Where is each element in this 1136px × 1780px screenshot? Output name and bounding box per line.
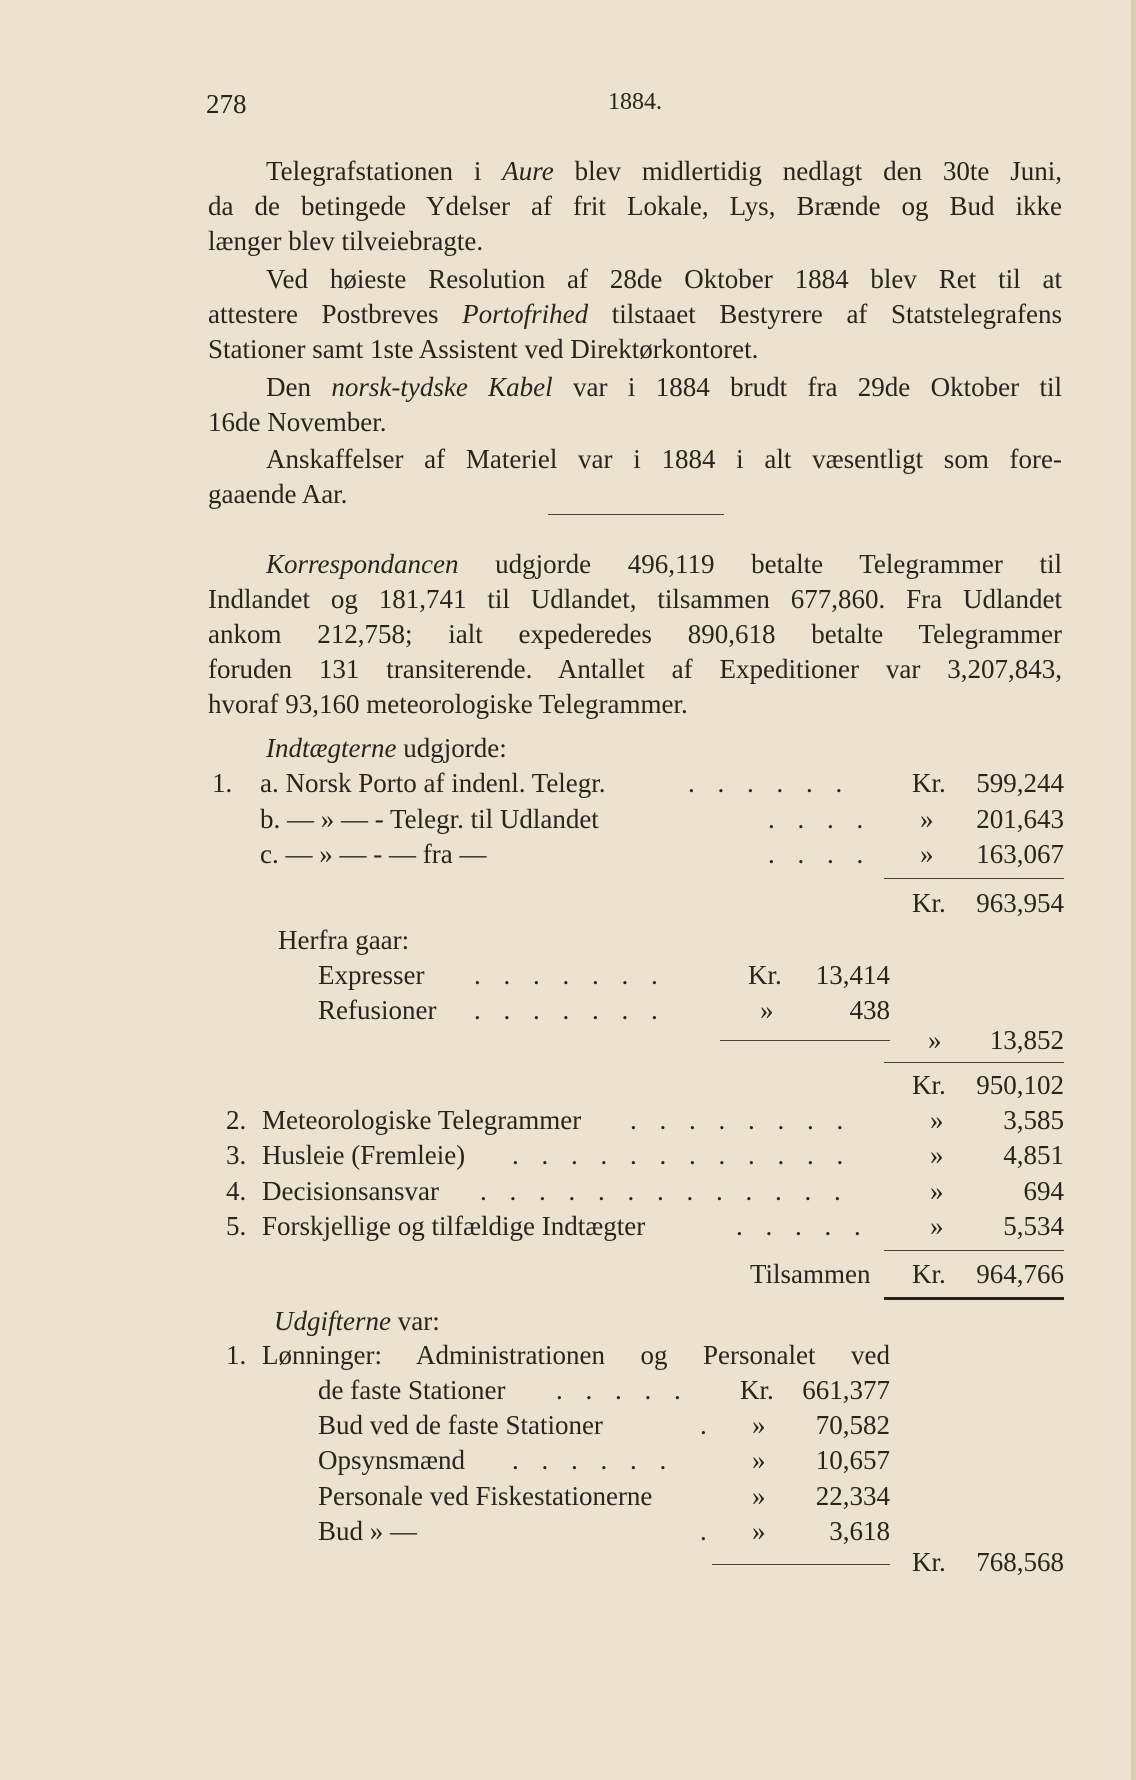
- paragraph-korrespondance: [208, 547, 1062, 722]
- income-amount: 201,643: [976, 804, 1064, 834]
- leader-dots: .: [700, 1410, 715, 1440]
- currency-label: Kr.: [912, 768, 946, 798]
- deduction-amount: 438: [849, 995, 890, 1025]
- income-subtotal: 963,954: [976, 888, 1064, 918]
- expense-total: 768,568: [976, 1547, 1064, 1577]
- expense-row-label: Opsynsmænd: [318, 1445, 466, 1475]
- paragraph-aure: [208, 154, 1062, 259]
- income-row-label: c. — » — - — fra —: [260, 839, 487, 869]
- deduction-amount: 13,414: [815, 960, 890, 990]
- total-label: Tilsammen: [750, 1259, 871, 1289]
- currency-label: Kr.: [912, 1070, 946, 1100]
- currency-label: Kr.: [912, 1547, 946, 1577]
- leader-dots: . . . . . . . . . . . . .: [480, 1176, 849, 1206]
- text-line: Indlandet og 181,741 til Udlandet, tilsammen 677,860. Fra Udlandet: [208, 584, 1062, 614]
- text-line: da de betingede Ydelser af frit Lokale, Lys, Brænde og Bud ikke: [208, 191, 1062, 221]
- currency-label: »: [928, 1025, 942, 1055]
- expense-amount: 661,377: [802, 1375, 890, 1405]
- deduction-heading: Herfra gaar:: [278, 925, 410, 955]
- currency-label: »: [920, 839, 934, 869]
- paragraph-materiel: [208, 442, 1062, 512]
- leader-dots: . . . . . .: [512, 1445, 675, 1475]
- page-edge: [1131, 0, 1136, 1780]
- income-total: 964,766: [976, 1259, 1064, 1289]
- currency-label: »: [752, 1516, 766, 1546]
- expense-row-label: Personale ved Fiskestationerne: [318, 1481, 653, 1511]
- leader-dots: . . . . . . . .: [630, 1105, 852, 1135]
- text-line: 16de November.: [208, 407, 387, 437]
- expense-rule: [712, 1564, 890, 1565]
- text-line: Den norsk-tydske Kabel var i 1884 brudt fra 29de Oktober til: [266, 372, 1062, 402]
- text-line: Anskaffelser af Materiel var i 1884 i alt væsentligt som fore-: [266, 444, 1062, 474]
- income-amount: 694: [1023, 1176, 1064, 1206]
- income-row-number: 3.: [226, 1140, 247, 1170]
- currency-label: »: [920, 804, 934, 834]
- double-rule: [884, 1297, 1064, 1300]
- text-line: Korrespondancen udgjorde 496,119 betalte Telegrammer til: [266, 549, 1062, 579]
- income-amount: 5,534: [1003, 1211, 1064, 1241]
- text-line: hvoraf 93,160 meteorologiske Telegrammer.: [208, 689, 688, 719]
- leader-dots: . . . . . .: [688, 768, 851, 798]
- currency-label: Kr.: [748, 960, 782, 990]
- text-line: foruden 131 transiterende. Antallet af Expeditioner var 3,207,843,: [208, 654, 1062, 684]
- leader-dots: . . . . . . .: [474, 995, 666, 1025]
- expense-row-label: Bud ved de faste Stationer: [318, 1410, 603, 1440]
- deduction-rule: [720, 1040, 890, 1041]
- expense-amount: 10,657: [815, 1445, 890, 1475]
- income-row-label: b. — » — - Telegr. til Udlandet: [260, 804, 599, 834]
- expense-row-label: Bud » —: [318, 1516, 418, 1546]
- income-amount: 163,067: [976, 839, 1064, 869]
- income-row-number: 5.: [226, 1211, 247, 1241]
- currency-label: »: [930, 1211, 944, 1241]
- paragraph-kabel: [208, 370, 1062, 440]
- currency-label: »: [930, 1140, 944, 1170]
- currency-label: »: [930, 1105, 944, 1135]
- expense-amount: 22,334: [815, 1481, 890, 1511]
- expense-amount: 3,618: [829, 1516, 890, 1546]
- income-amount: 599,244: [976, 768, 1064, 798]
- currency-label: Kr.: [912, 888, 946, 918]
- income-heading: Indtægterne udgjorde:: [266, 733, 507, 763]
- leader-dots: . . . . .: [556, 1375, 689, 1405]
- income-amount: 3,585: [1003, 1105, 1064, 1135]
- income-row-number: 2.: [226, 1105, 247, 1135]
- income-amount: 4,851: [1003, 1140, 1064, 1170]
- text-line: attestere Postbreves Portofrihed tilstaaet Bestyrere af Statstelegrafens: [208, 299, 1062, 329]
- expense-row-number: 1.: [226, 1340, 247, 1370]
- currency-label: »: [752, 1481, 766, 1511]
- expense-row-label: de faste Stationer: [318, 1375, 506, 1405]
- text-line: Stationer samt 1ste Assistent ved Direktørkontoret.: [208, 334, 759, 364]
- income-row-number: 1.: [212, 768, 233, 798]
- income-row-label: Meteorologiske Telegrammer: [262, 1105, 582, 1135]
- section-divider: [548, 514, 724, 515]
- leader-dots: . . . . . . .: [474, 960, 666, 990]
- deduction-label: Refusioner: [318, 995, 437, 1025]
- expense-row-label: Lønninger: Administrationen og Personalet ved: [262, 1340, 890, 1370]
- currency-label: Kr.: [912, 1259, 946, 1289]
- text-line: ankom 212,758; ialt expederedes 890,618 betalte Telegrammer: [208, 619, 1062, 649]
- income-row-label: Decisionsansvar: [262, 1176, 439, 1206]
- sum-rule: [884, 1062, 1064, 1063]
- text-line: Telegrafstationen i Aure blev midlertidig nedlagt den 30te Juni,: [266, 156, 1062, 186]
- income-row-label: Forskjellige og tilfældige Indtægter: [262, 1211, 646, 1241]
- expenses-heading: Udgifterne var:: [274, 1306, 440, 1336]
- deduction-label: Expresser: [318, 960, 425, 990]
- leader-dots: . . . .: [768, 839, 872, 869]
- income-row-label: Husleie (Fremleie): [262, 1140, 466, 1170]
- sum-rule: [884, 878, 1064, 879]
- text-line: gaaende Aar.: [208, 479, 348, 509]
- income-net: 950,102: [976, 1070, 1064, 1100]
- income-row-number: 4.: [226, 1176, 247, 1206]
- currency-label: »: [930, 1176, 944, 1206]
- currency-label: »: [752, 1445, 766, 1475]
- leader-dots: . . . . .: [736, 1211, 869, 1241]
- text-line: længer blev tilveiebragte.: [208, 226, 484, 256]
- leader-dots: . . . . . . . . . . . .: [512, 1140, 852, 1170]
- currency-label: Kr.: [740, 1375, 774, 1405]
- currency-label: »: [760, 995, 774, 1025]
- paragraph-resolution: [208, 262, 1062, 367]
- running-header-year: 1884.: [608, 89, 662, 115]
- page-number: 278: [206, 89, 247, 119]
- currency-label: »: [752, 1410, 766, 1440]
- text-line: Ved høieste Resolution af 28de Oktober 1884 blev Ret til at: [266, 264, 1062, 294]
- deduction-total: 13,852: [989, 1025, 1064, 1055]
- sum-rule: [884, 1250, 1064, 1251]
- leader-dots: . . . .: [768, 804, 872, 834]
- leader-dots: .: [700, 1516, 715, 1546]
- expense-amount: 70,582: [815, 1410, 890, 1440]
- income-row-label: a. Norsk Porto af indenl. Telegr.: [260, 768, 606, 798]
